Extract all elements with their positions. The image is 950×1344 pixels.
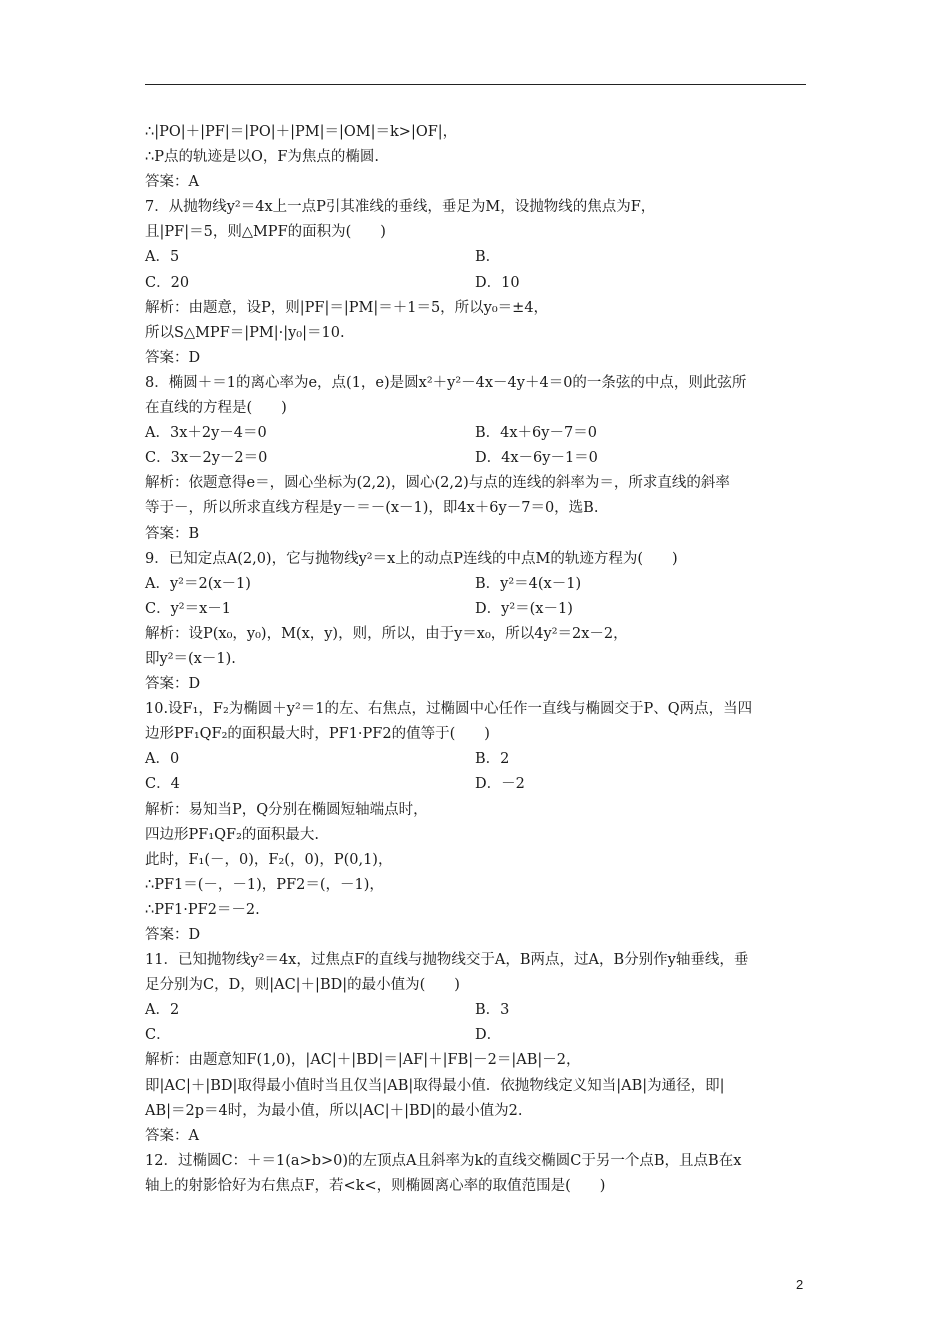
option-row (145, 245, 810, 270)
text-line: AB|＝2p＝4时，为最小值，所以|AC|＋|BD|的最小值为2. (145, 1102, 523, 1119)
option-right: B． (475, 249, 501, 266)
text-line: ∴P点的轨迹是以O，F为焦点的椭圆. (145, 149, 380, 166)
text-line: 8．椭圆＋＝1的离心率为e，点(1，e)是圆x²＋y²－4x－4y＋4＝0的一条弦的中点，则此弦所 (145, 374, 747, 391)
header-rule (145, 84, 806, 85)
option-right: D．y²＝(x－1) (475, 600, 573, 617)
option-row (145, 772, 810, 797)
option-right: D． (475, 1027, 502, 1044)
text-line: 答案：D (145, 676, 201, 693)
page-content (145, 120, 810, 1199)
text-line: 答案：B (145, 525, 200, 542)
text-line: 答案：A (145, 174, 199, 191)
page-number: 2 (796, 1277, 804, 1292)
option-row (145, 1023, 810, 1048)
text-line: 在直线的方程是( ) (145, 400, 287, 417)
option-left: A．y²＝2(x－1) (145, 575, 251, 592)
option-row (145, 421, 810, 446)
option-right: D．10 (475, 274, 520, 291)
option-right: D．4x－6y－1＝0 (475, 450, 598, 467)
option-row (145, 446, 810, 471)
option-left: C． (145, 1027, 171, 1044)
text-line: 11．已知抛物线y²＝4x，过焦点F的直线与抛物线交于A，B两点，过A，B分别作y轴垂线，垂 (145, 952, 749, 969)
text-line: 四边形PF₁QF₂的面积最大. (145, 826, 319, 843)
option-left: C．20 (145, 274, 190, 291)
text-line: 解析：由题意，设P，则|PF|＝|PM|＝＋1＝5，所以y₀＝±4， (145, 299, 549, 316)
text-line: 边形PF₁QF₂的面积最大时，PF1·PF2的值等于( ) (145, 726, 490, 743)
option-row (145, 572, 810, 597)
option-row (145, 271, 810, 296)
text-line: 解析：由题意知F(1,0)，|AC|＋|BD|＝|AF|＋|FB|－2＝|AB|－2， (145, 1052, 581, 1069)
text-line: 答案：D (145, 927, 201, 943)
text-line: ∴PF1＝(－，－1)，PF2＝(，－1)， (145, 876, 384, 893)
text-line: 且|PF|＝5，则△MPF的面积为( ) (145, 224, 386, 241)
text-line: 9．已知定点A(2,0)，它与抛物线y²＝x上的动点P连线的中点M的轨迹方程为( ) (145, 550, 678, 567)
option-right: B．3 (475, 1002, 510, 1019)
option-left: A．3x＋2y－4＝0 (145, 425, 267, 442)
option-right: B．y²＝4(x－1) (475, 575, 582, 592)
text-line: 解析：易知当P，Q分别在椭圆短轴端点时， (145, 801, 428, 818)
option-right: D．－2 (475, 776, 525, 793)
option-left: A．0 (145, 751, 180, 768)
text-line: 等于－，所以所求直线方程是y－＝－(x－1)，即4x＋6y－7＝0，选B. (145, 500, 599, 517)
text-line: 7．从抛物线y²＝4x上一点P引其准线的垂线，垂足为M，设抛物线的焦点为F， (145, 199, 656, 216)
text-line: 解析：依题意得e＝，圆心坐标为(2,2)，圆心(2,2)与点的连线的斜率为＝，所求直线的斜率 (145, 475, 730, 492)
text-line: ∴PF1·PF2＝－2. (145, 901, 260, 918)
option-left: A．5 (145, 249, 180, 266)
text-line: 所以S△MPF＝|PM|·|y₀|＝10. (145, 324, 345, 341)
option-left: A．2 (145, 1002, 180, 1019)
text-line: ∴|PO|＋|PF|＝|PO|＋|PM|＝|OM|＝k>|OF|， (145, 124, 458, 140)
option-left: C．4 (145, 776, 180, 793)
option-row (145, 998, 810, 1023)
option-row (145, 597, 810, 622)
option-left: C．3x－2y－2＝0 (145, 450, 268, 467)
option-right: B．2 (475, 751, 510, 768)
option-left: C．y²＝x－1 (145, 600, 232, 617)
text-line: 此时，F₁(－，0)，F₂(，0)，P(0,1)， (145, 851, 393, 868)
text-line: 即|AC|＋|BD|取得最小值时当且仅当|AB|取得最小值．依抛物线定义知当|AB|为通径，即| (145, 1077, 725, 1094)
option-right: B．4x＋6y－7＝0 (475, 425, 597, 442)
option-row (145, 747, 810, 772)
text-line: 即y²＝(x－1). (145, 650, 236, 667)
text-line: 解析：设P(x₀，y₀)，M(x，y)，则，所以，由于y＝x₀，所以4y²＝2x－2， (145, 625, 628, 642)
text-line: 12．过椭圆C：＋＝1(a>b>0)的左顶点A且斜率为k的直线交椭圆C于另一个点B，且点B在x (145, 1152, 742, 1169)
text-line: 10.设F₁，F₂为椭圆＋y²＝1的左、右焦点，过椭圆中心任作一直线与椭圆交于P、Q两点，当四 (145, 701, 753, 718)
text-line: 轴上的射影恰好为右焦点F，若<k<，则椭圆离心率的取值范围是( ) (145, 1177, 606, 1194)
text-line: 答案：A (145, 1127, 199, 1144)
text-line: 答案：D (145, 349, 201, 366)
text-line: 足分别为C，D，则|AC|＋|BD|的最小值为( ) (145, 977, 460, 994)
